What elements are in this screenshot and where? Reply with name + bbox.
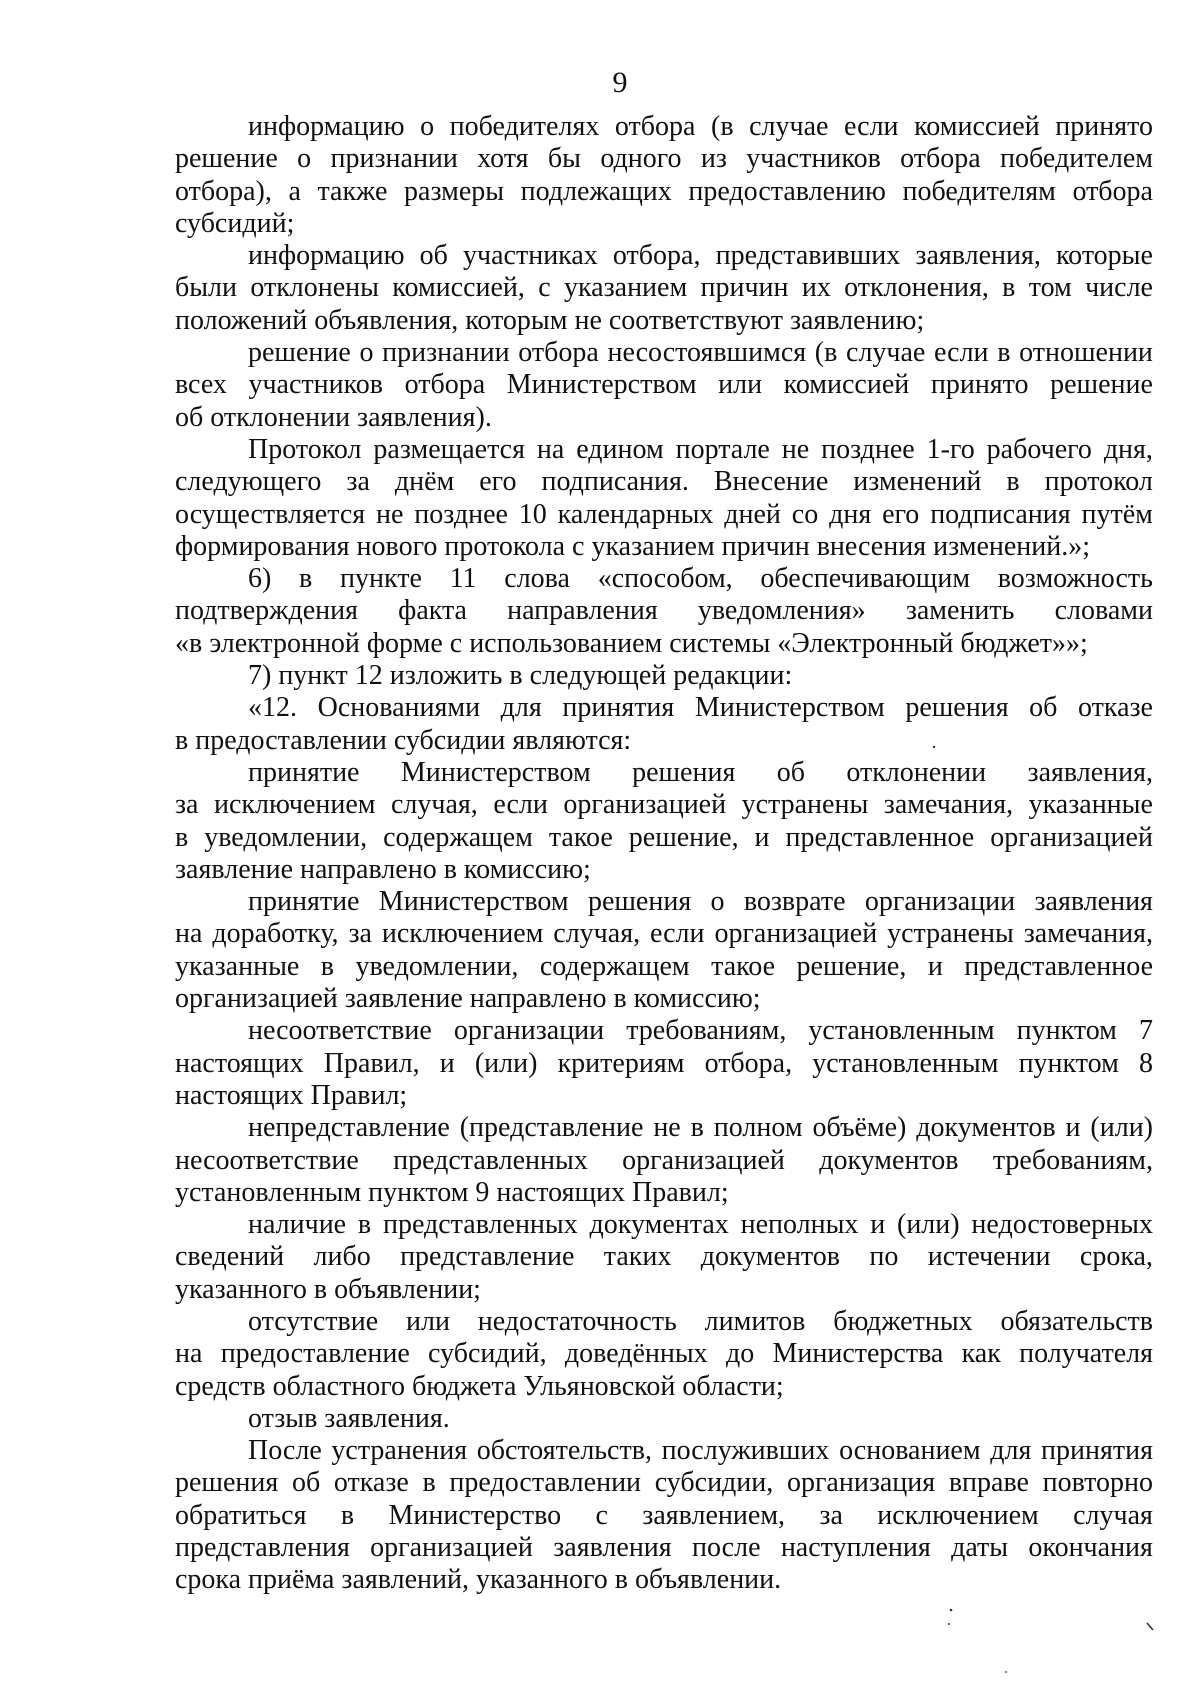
text-line: решение о признании хотя бы одного из участников отбора победителем bbox=[175, 143, 1153, 175]
text-line: осуществляется не позднее 10 календарных дней со дня его подписания путём bbox=[175, 498, 1153, 530]
text-line: за исключением случая, если организацией устранены замечания, указанные bbox=[175, 789, 1153, 821]
text-line: отзыв заявления. bbox=[248, 1402, 450, 1434]
text-line: «в электронной форме с использованием системы «Электронный бюджет»»; bbox=[175, 627, 1088, 659]
text-line: обратиться в Министерство с заявлением, за исключением случая bbox=[175, 1499, 1153, 1531]
text-line: сведений либо представление таких документов по истечении срока, bbox=[175, 1241, 1153, 1273]
text-line: в предоставлении субсидии являются: bbox=[175, 724, 632, 756]
paragraph bbox=[175, 337, 1153, 434]
text-line: были отклонены комиссией, с указанием причин их отклонения, в том числе bbox=[175, 272, 1153, 304]
text-line: После устранения обстоятельств, послуживших основанием для принятия bbox=[248, 1435, 1153, 1467]
paragraph bbox=[175, 692, 1153, 757]
paragraph bbox=[175, 1306, 1153, 1403]
text-line: 7) пункт 12 изложить в следующей редакции: bbox=[248, 660, 793, 692]
paragraph bbox=[175, 240, 1153, 337]
paragraph bbox=[175, 1209, 1153, 1306]
paragraph bbox=[175, 1015, 1153, 1112]
text-line: наличие в представленных документах неполных и (или) недостоверных bbox=[248, 1209, 1153, 1241]
text-line: указанные в уведомлении, содержащем такое решение, и представленное bbox=[175, 950, 1153, 982]
text-line: на предоставление субсидий, доведённых до Министерства как получателя bbox=[175, 1338, 1153, 1370]
text-line: несоответствие представленных организацией документов требованиям, bbox=[175, 1144, 1153, 1176]
paragraph bbox=[175, 1435, 1153, 1596]
paragraph bbox=[175, 886, 1153, 1015]
text-line: Протокол размещается на едином портале не позднее 1-го рабочего дня, bbox=[248, 433, 1153, 465]
text-line: настоящих Правил, и (или) критериям отбора, установленным пунктом 8 bbox=[175, 1047, 1153, 1079]
text-line: отбора), а также размеры подлежащих предоставлению победителям отбора bbox=[175, 175, 1153, 207]
text-line: установленным пунктом 9 настоящих Правил; bbox=[175, 1176, 729, 1208]
text-line: в уведомлении, содержащем такое решение, и представленное организацией bbox=[175, 821, 1153, 853]
text-line: настоящих Правил; bbox=[175, 1079, 408, 1111]
text-line: формирования нового протокола с указанием причин внесения изменений.»; bbox=[175, 530, 1091, 562]
text-line: указанного в объявлении; bbox=[175, 1273, 481, 1305]
page-number: 9 bbox=[612, 66, 628, 99]
text-line: на доработку, за исключением случая, если организацией устранены замечания, bbox=[175, 918, 1153, 950]
text-line: положений объявления, которым не соответствуют заявлению; bbox=[175, 304, 925, 336]
text-line: информацию об участниках отбора, представивших заявления, которые bbox=[248, 240, 1153, 272]
paragraph bbox=[175, 1112, 1153, 1209]
text-line: принятие Министерством решения о возврате организации заявления bbox=[248, 886, 1153, 918]
paragraph bbox=[175, 1403, 1153, 1435]
paragraph bbox=[175, 563, 1153, 660]
text-line: срока приёма заявлений, указанного в объявлении. bbox=[175, 1564, 782, 1596]
text-line: подтверждения факта направления уведомления» заменить словами bbox=[175, 595, 1153, 627]
document-body bbox=[175, 111, 1153, 1597]
paragraph bbox=[175, 434, 1153, 563]
text-line: представления организацией заявления после наступления даты окончания bbox=[175, 1532, 1153, 1564]
text-line: заявление направлено в комиссию; bbox=[175, 853, 591, 885]
text-line: 6) в пункте 11 слова «способом, обеспечивающим возможность bbox=[248, 563, 1153, 595]
paragraph bbox=[175, 757, 1153, 886]
text-line: средств областного бюджета Ульяновской области; bbox=[175, 1370, 784, 1402]
text-line: организацией заявление направлено в комиссию; bbox=[175, 983, 761, 1015]
text-line: непредставление (представление не в полном объёме) документов и (или) bbox=[248, 1112, 1153, 1144]
text-line: решение о признании отбора несостоявшимся (в случае если в отношении bbox=[248, 337, 1153, 369]
text-line: следующего за днём его подписания. Внесение изменений в протокол bbox=[175, 466, 1153, 498]
text-line: субсидий; bbox=[175, 207, 295, 239]
text-line: отсутствие или недостаточность лимитов бюджетных обязательств bbox=[248, 1305, 1153, 1337]
text-line: решения об отказе в предоставлении субсидии, организация вправе повторно bbox=[175, 1467, 1153, 1499]
text-line: об отклонении заявления). bbox=[175, 401, 492, 433]
paragraph bbox=[175, 660, 1153, 692]
text-line: несоответствие организации требованиям, установленным пунктом 7 bbox=[248, 1015, 1153, 1047]
text-line: информацию о победителях отбора (в случае если комиссией принято bbox=[248, 111, 1153, 142]
text-line: «12. Основаниями для принятия Министерством решения об отказе bbox=[248, 692, 1153, 724]
text-line: всех участников отбора Министерством или комиссией принято решение bbox=[175, 369, 1153, 401]
text-line: принятие Министерством решения об отклонении заявления, bbox=[248, 756, 1153, 788]
paragraph bbox=[175, 111, 1153, 240]
